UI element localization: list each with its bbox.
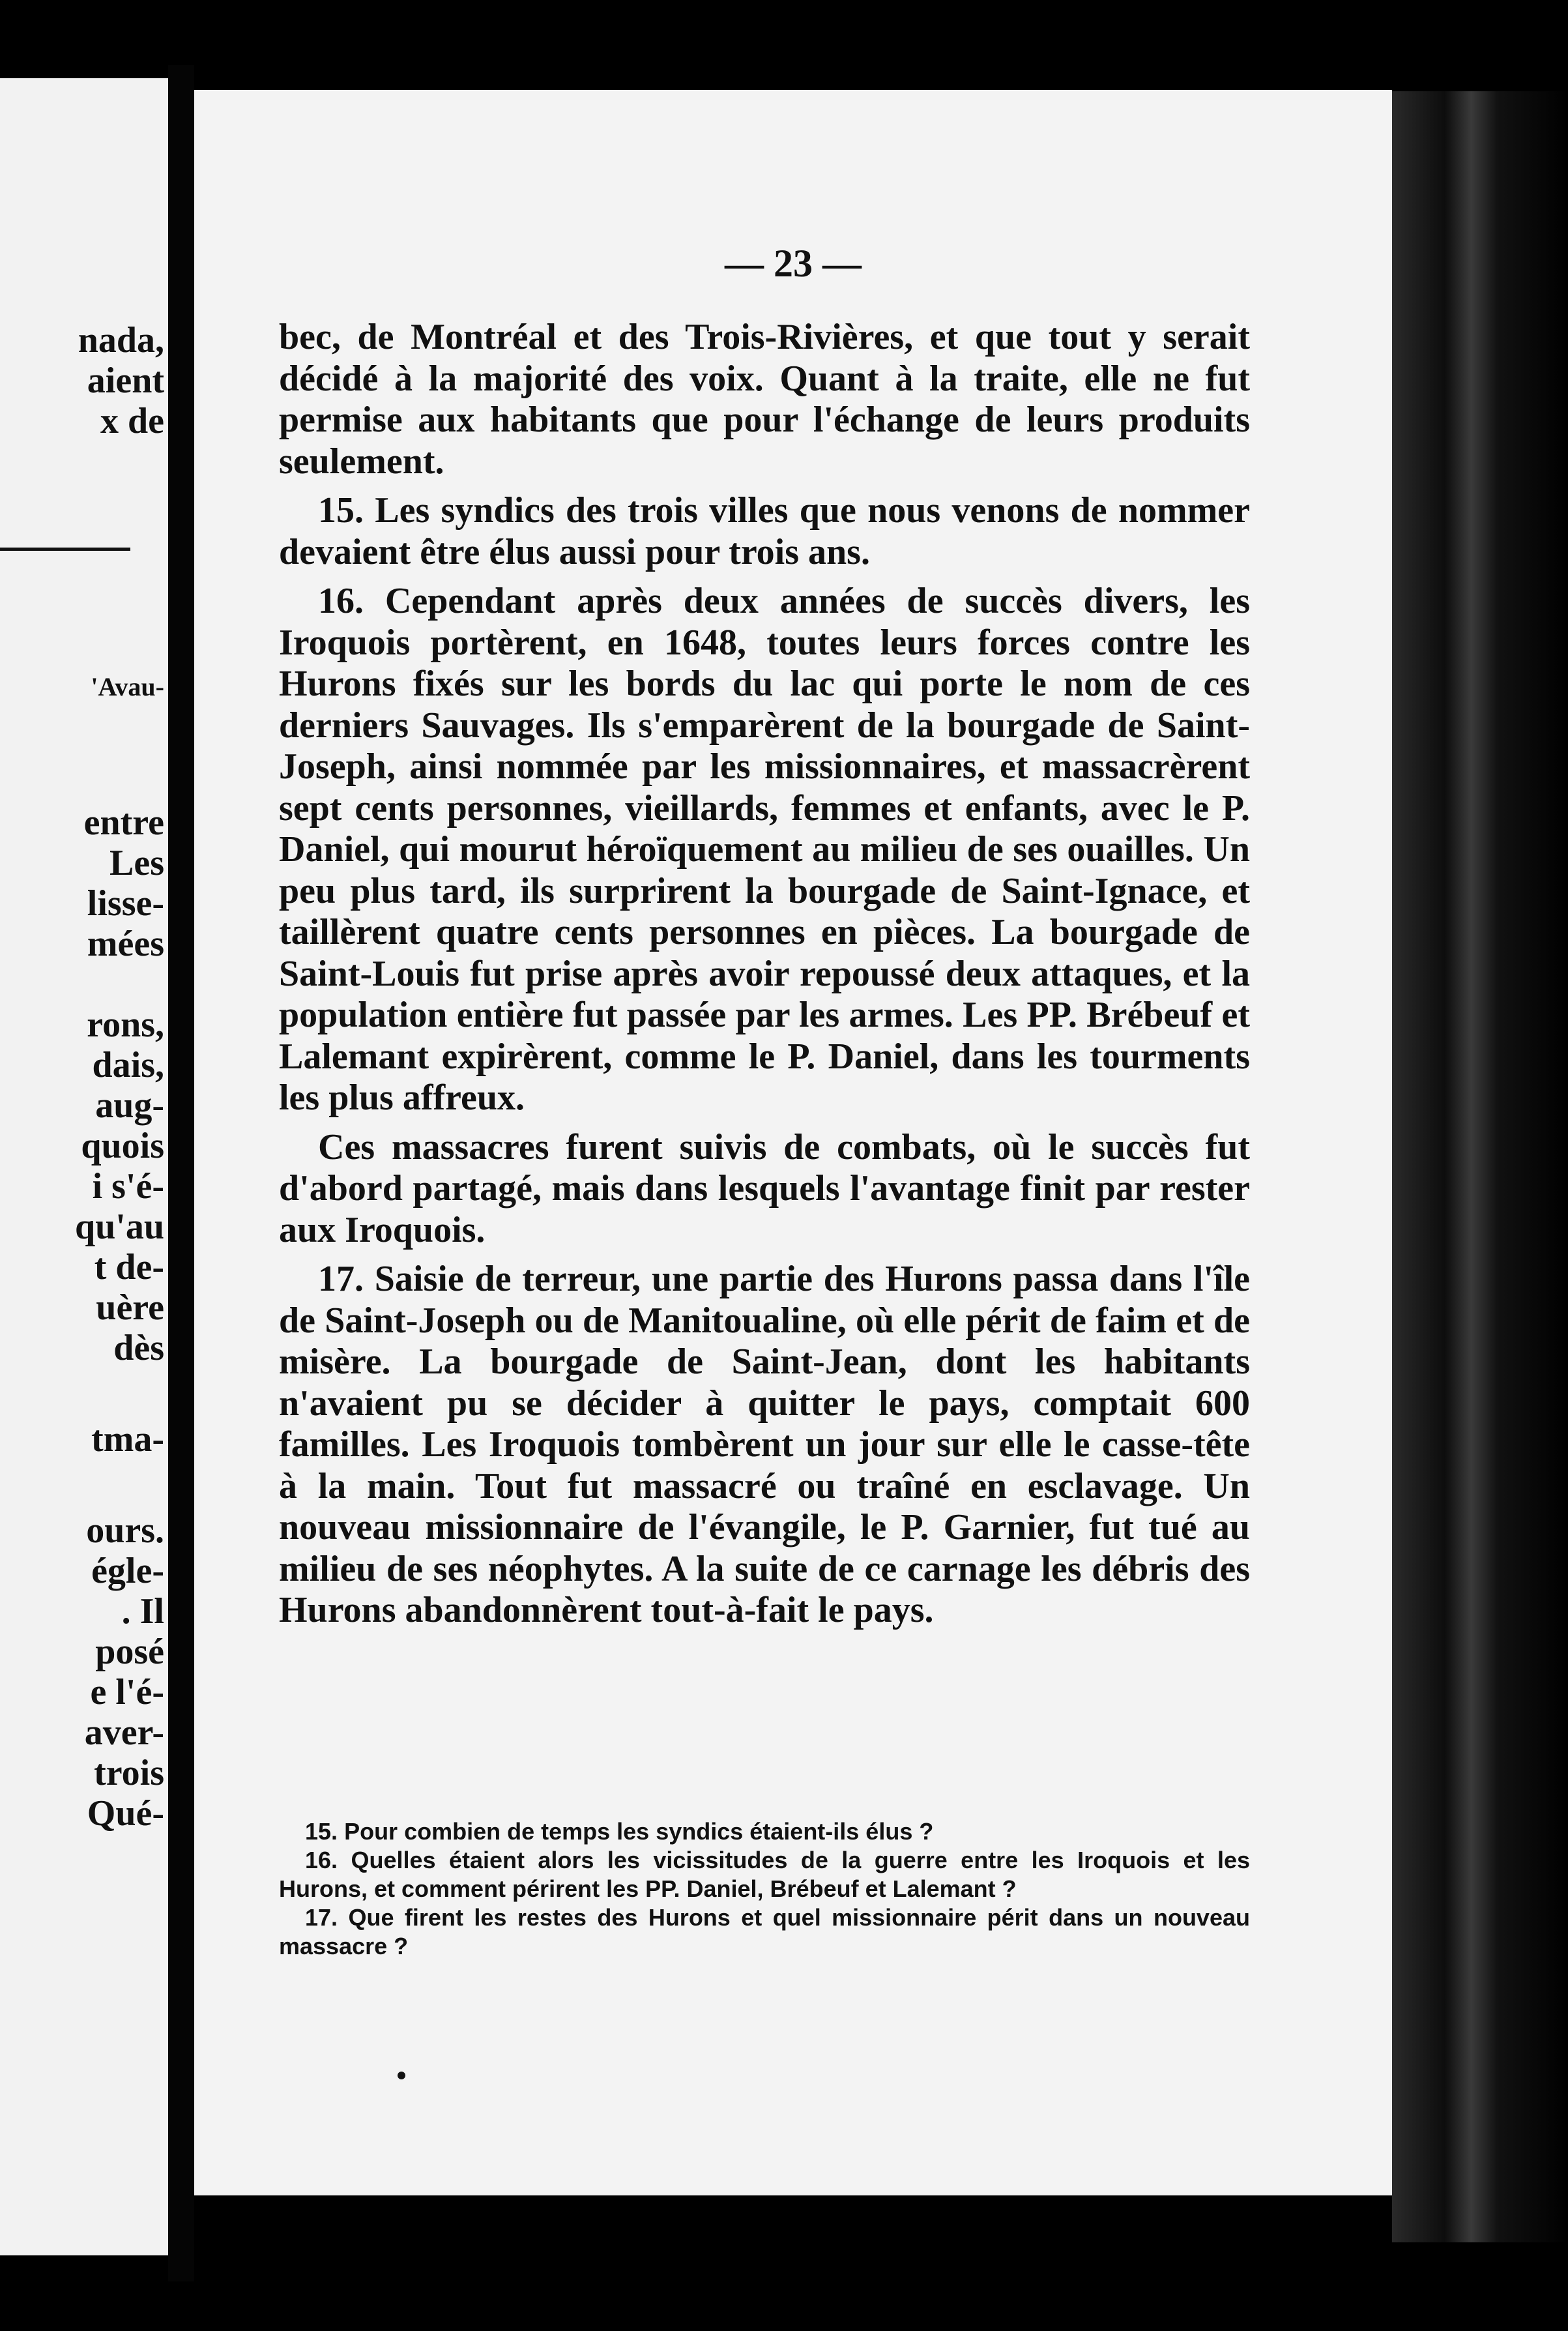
left-page-line: t de- — [94, 1247, 164, 1287]
paragraph-continuation — [279, 317, 1250, 482]
left-page-line: qu'au — [75, 1207, 164, 1247]
left-page-line: tma- — [91, 1419, 164, 1459]
left-page-line: rons, — [87, 1004, 164, 1045]
left-page-line: égle- — [91, 1551, 164, 1591]
left-page-line: aient — [87, 360, 164, 401]
left-page-line: i s'é- — [92, 1166, 164, 1207]
question-16 — [279, 1846, 1250, 1903]
left-page-line: lisse- — [87, 883, 164, 924]
left-page-line: x de — [100, 401, 164, 441]
left-page-line: trois — [94, 1753, 164, 1793]
question-17 — [279, 1903, 1250, 1961]
review-questions — [279, 1817, 1250, 1961]
paragraph-number: 16. — [318, 581, 364, 621]
paragraph-text: Ces massacres furent suivis de combats, où le succès fut d'abord partagé, mais dans lesquels l'avantage finit par rester aux Iroquois. — [279, 1126, 1250, 1250]
left-page-line: aug- — [95, 1085, 164, 1126]
paragraph-text: Cependant après deux années de succès divers, les Iroquois portèrent, en 1648, toutes leurs forces contre les Hurons fixés sur les bords du lac qui porte le nom de ces derniers Sauvages. Ils s'emparèrent de la bourgade de Saint-Joseph, ainsi nommée par les missionnaires, et massacrèrent sept cents personnes, vieillards, femmes et enfants, avec le P. Daniel, qui mourut héroïquement au milieu de ses ouailles. Un peu plus tard, ils surprirent la bourgade de Saint-Ignace, et taillèrent quatre cents personnes en pièces. La bourgade de Saint-Louis fut prise après avoir repoussé deux attaques, et la population entière fut passée par les armes. Les PP. Brébeuf et Lalemant expirèrent, comme le P. Daniel, dans les tourments les plus affreux. — [279, 581, 1250, 1118]
left-page-line: entre — [83, 802, 164, 843]
page-23 — [194, 90, 1392, 2195]
paragraph-16-cont — [279, 1127, 1250, 1252]
page-edges — [1392, 91, 1568, 2242]
question-number: 16. — [305, 1847, 338, 1873]
paragraph-16 — [279, 581, 1250, 1119]
question-number: 17. — [305, 1904, 338, 1931]
paragraph-number: 17. — [318, 1259, 364, 1299]
left-page-rule — [0, 548, 130, 551]
left-page-label: 'Avau- — [91, 672, 164, 701]
left-page-line: quois — [81, 1126, 164, 1166]
question-text: Que firent les restes des Hurons et quel missionnaire périt dans un nouveau massacre ? — [279, 1904, 1250, 1959]
left-page-line: dais, — [92, 1045, 164, 1085]
paragraph-text: Les syndics des trois villes que nous venons de nommer devaient être élus aussi pour trois ans. — [279, 490, 1250, 572]
left-page-line: dès — [113, 1328, 164, 1368]
left-page-line: posé — [95, 1632, 164, 1672]
question-number: 15. — [305, 1818, 338, 1845]
left-page-line: e l'é- — [90, 1672, 164, 1712]
left-page-line: mées — [87, 924, 164, 964]
paragraph-text: Saisie de terreur, une partie des Hurons passa dans l'île de Saint-Joseph ou de Manitoualine, où elle périt de faim et de misère. La bourgade de Saint-Jean, dont les habitants n'avaient pu se décider à quitter le pays, comptait 600 familles. Les Iroquois tombèrent un jour sur elle le casse-tête à la main. Tout fut massacré ou traîné en esclavage. Un nouveau missionnaire de l'évangile, le P. Garnier, fut tué au milieu de ses néophytes. A la suite de ce carnage les débris des Hurons abandonnèrent tout-à-fait le pays. — [279, 1259, 1250, 1630]
left-page-fragment — [0, 78, 168, 2255]
left-page-line: aver- — [84, 1712, 164, 1753]
left-page-line: nada, — [78, 320, 164, 360]
paragraph-number: 15. — [318, 490, 364, 531]
left-page-line: . Il — [121, 1591, 164, 1632]
paragraph-15 — [279, 490, 1250, 573]
left-page-line: Qué- — [87, 1793, 164, 1834]
main-text — [279, 317, 1250, 1639]
left-page-line: ours. — [86, 1510, 164, 1551]
paragraph-text: bec, de Montréal et des Trois-Rivières, et que tout y serait décidé à la majorité des voix. Quant à la traite, elle ne fut permise aux habitants que pour l'échange de leurs produits seulement. — [279, 317, 1250, 482]
left-page-line: uère — [96, 1287, 164, 1328]
book-gutter — [168, 65, 194, 2281]
ink-speck — [398, 2072, 405, 2079]
question-text: Quelles étaient alors les vicissitudes de la guerre entre les Iroquois et les Hurons, et comment périrent les PP. Daniel, Brébeuf et Lalemant ? — [279, 1847, 1250, 1902]
question-15 — [279, 1817, 1250, 1846]
question-text: Pour combien de temps les syndics étaient-ils élus ? — [344, 1818, 934, 1845]
page-number: — 23 — — [725, 242, 862, 285]
paragraph-17 — [279, 1259, 1250, 1632]
left-page-line: Les — [109, 843, 164, 883]
